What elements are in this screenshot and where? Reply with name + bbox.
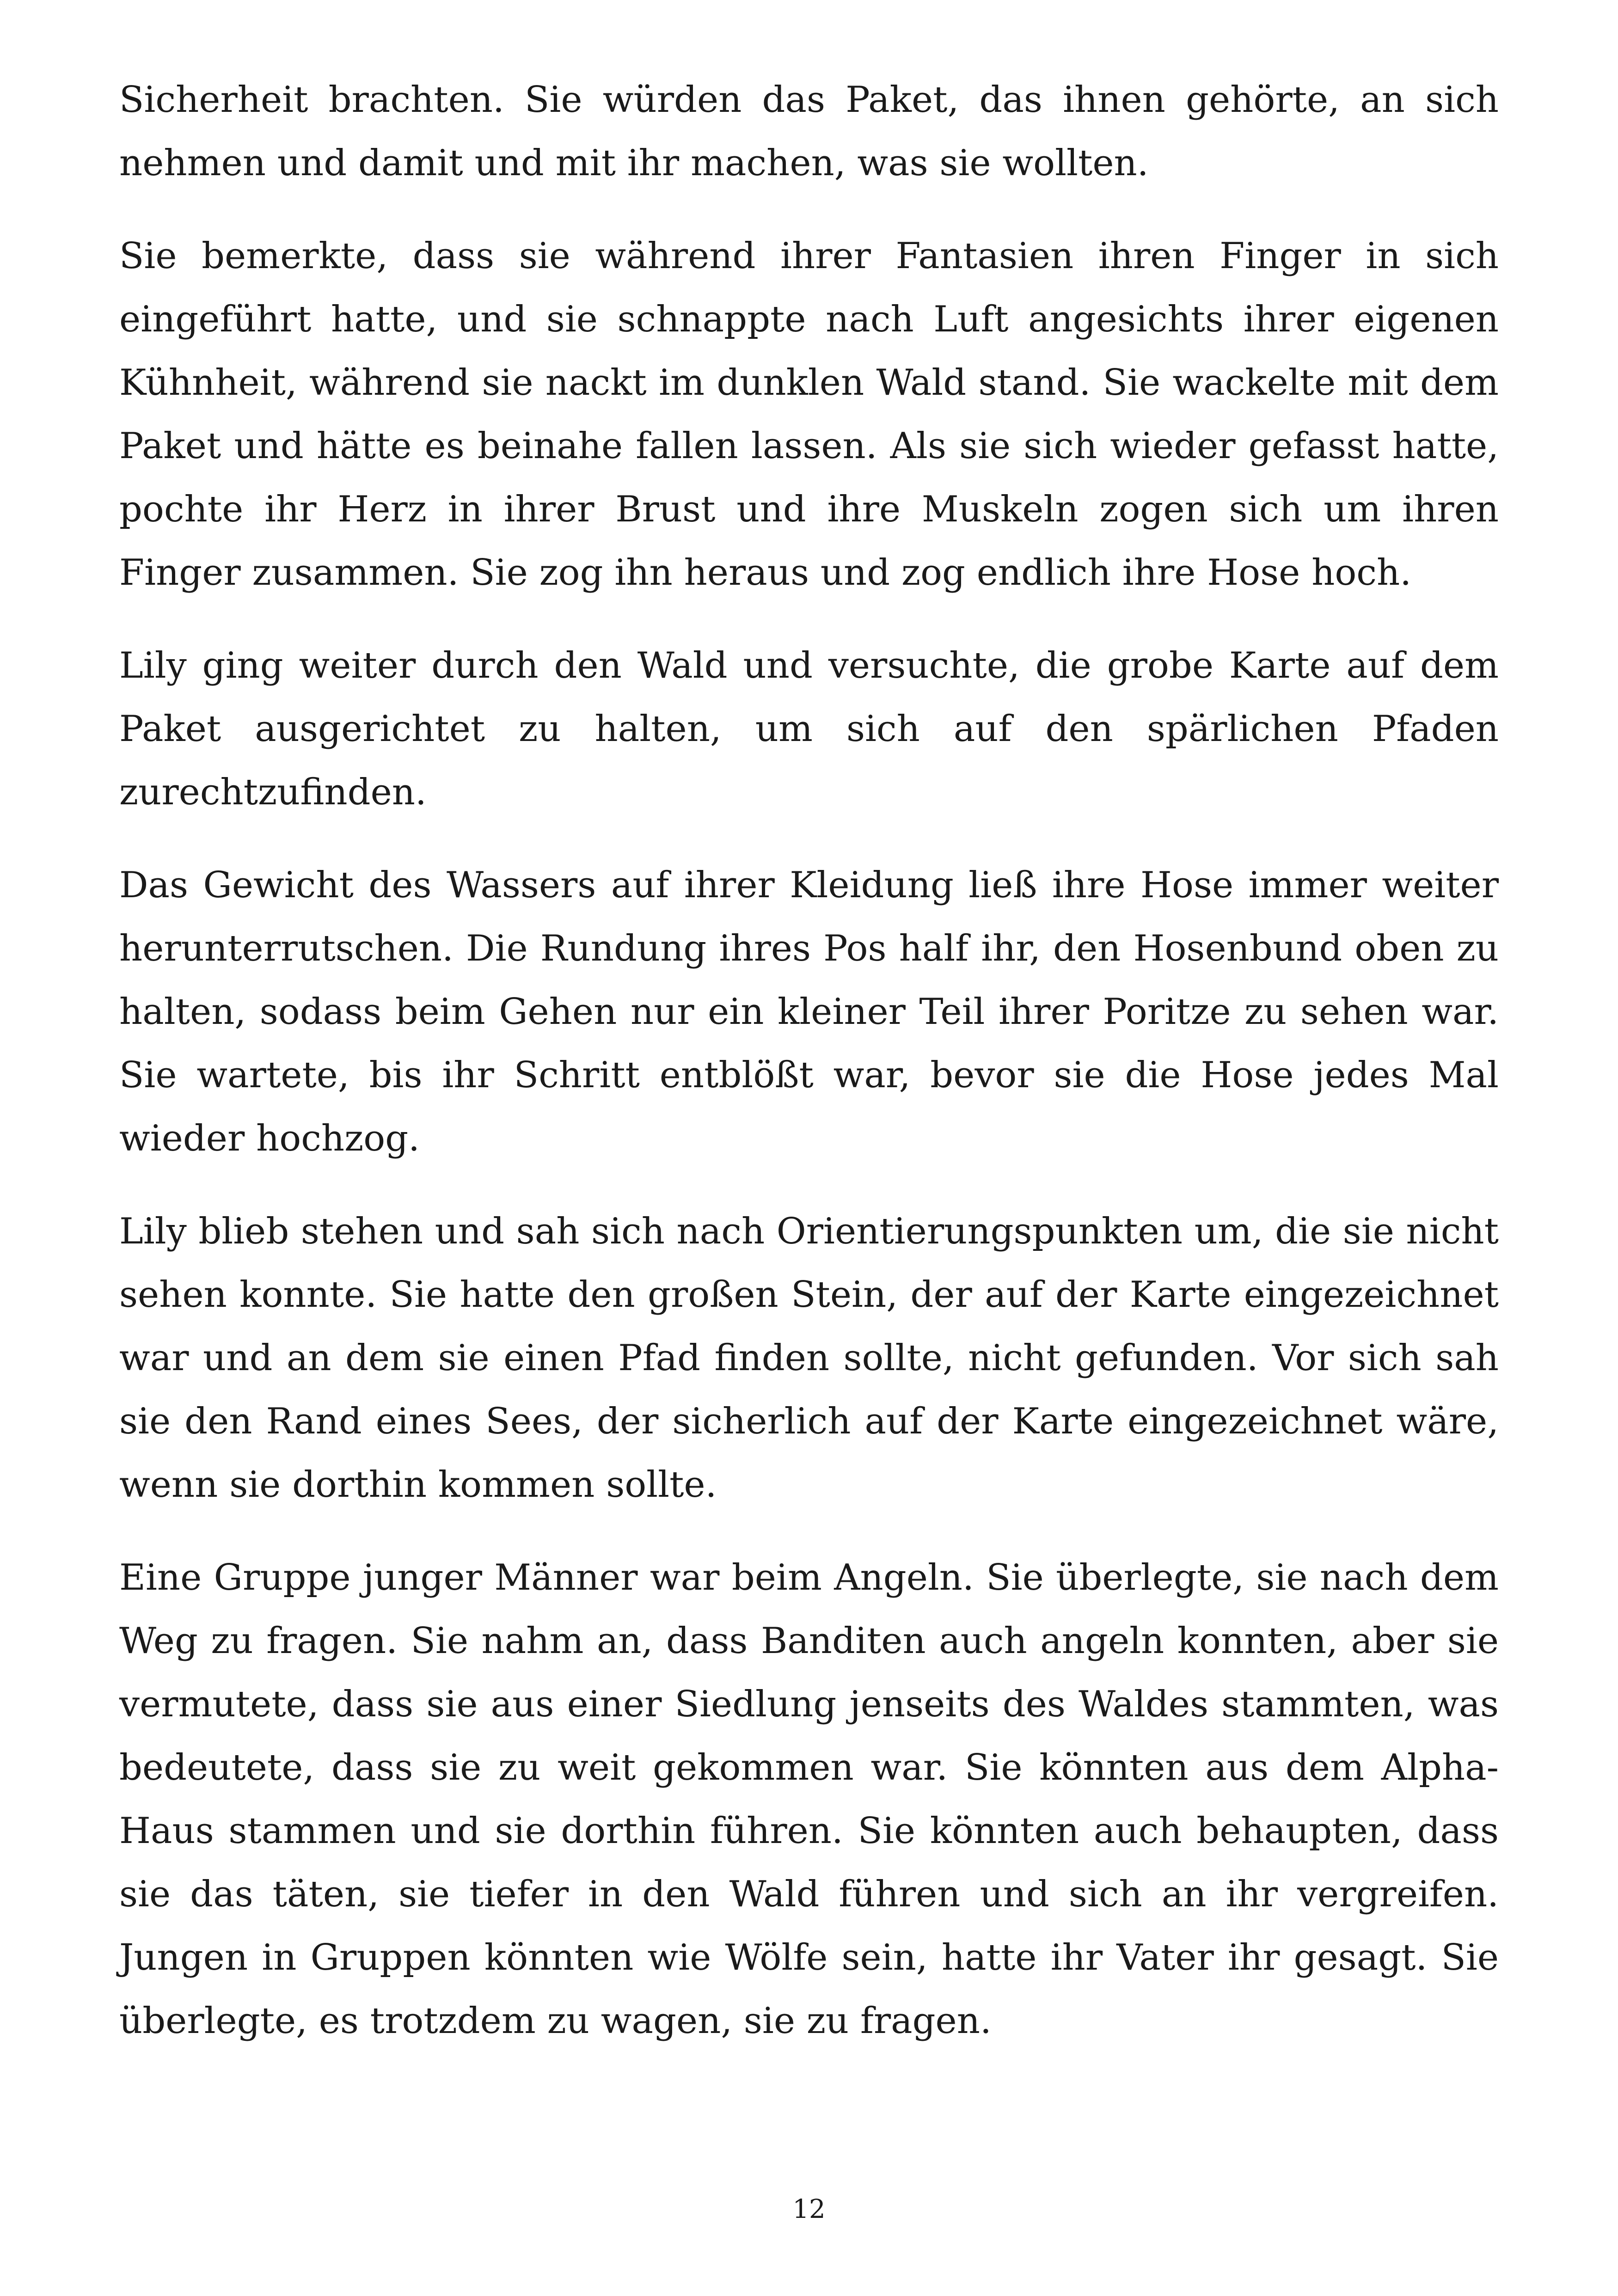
- paragraph-1: Sicherheit brachten. Sie würden das Paket, das ihnen gehörte, an sich nehmen und damit und mit ihr machen, was sie wollten.: [119, 79, 1499, 184]
- paragraph-3: Lily ging weiter durch den Wald und versuchte, die grobe Karte auf dem Paket ausgerichtet zu halten, um sich auf den spärlichen Pfaden zurechtzufinden.: [119, 645, 1499, 813]
- body-text: [119, 68, 1499, 2082]
- paragraph-6: Eine Gruppe junger Männer war beim Angeln. Sie überlegte, sie nach dem Weg zu fragen. Sie nahm an, dass Banditen auch angeln konnten, aber sie vermutete, dass sie aus einer Siedlung jenseits des Waldes stammten, was bedeutete, dass sie zu weit gekommen war. Sie könnten aus dem Alpha-Haus stammen und sie dorthin führen. Sie könnten auch behaupten, dass sie das täten, sie tiefer in den Wald führen und sich an ihr vergreifen. Jungen in Gruppen könnten wie Wölfe sein, hatte ihr Vater ihr gesagt. Sie überlegte, es trotzdem zu wagen, sie zu fragen.: [119, 1557, 1499, 2042]
- paragraph-4: Das Gewicht des Wassers auf ihrer Kleidung ließ ihre Hose immer weiter herunterrutschen. Die Rundung ihres Pos half ihr, den Hosenbund oben zu halten, sodass beim Gehen nur ein kleiner Teil ihrer Poritze zu sehen war. Sie wartete, bis ihr Schritt entblößt war, bevor sie die Hose jedes Mal wieder hochzog.: [119, 864, 1499, 1159]
- page-number: 12: [792, 2194, 826, 2224]
- paragraph-2: Sie bemerkte, dass sie während ihrer Fantasien ihren Finger in sich eingeführt hatte, und sie schnappte nach Luft angesichts ihrer eigenen Kühnheit, während sie nackt im dunklen Wald stand. Sie wackelte mit dem Paket und hätte es beinahe fallen lassen. Als sie sich wieder gefasst hatte, pochte ihr Herz in ihrer Brust und ihre Muskeln zogen sich um ihren Finger zusammen. Sie zog ihn heraus und zog endlich ihre Hose hoch.: [119, 235, 1499, 594]
- paragraph-5: Lily blieb stehen und sah sich nach Orientierungspunkten um, die sie nicht sehen konnte. Sie hatte den großen Stein, der auf der Karte eingezeichnet war und an dem sie einen Pfad finden sollte, nicht gefunden. Vor sich sah sie den Rand eines Sees, der sicherlich auf der Karte eingezeichnet wäre, wenn sie dorthin kommen sollte.: [119, 1211, 1499, 1506]
